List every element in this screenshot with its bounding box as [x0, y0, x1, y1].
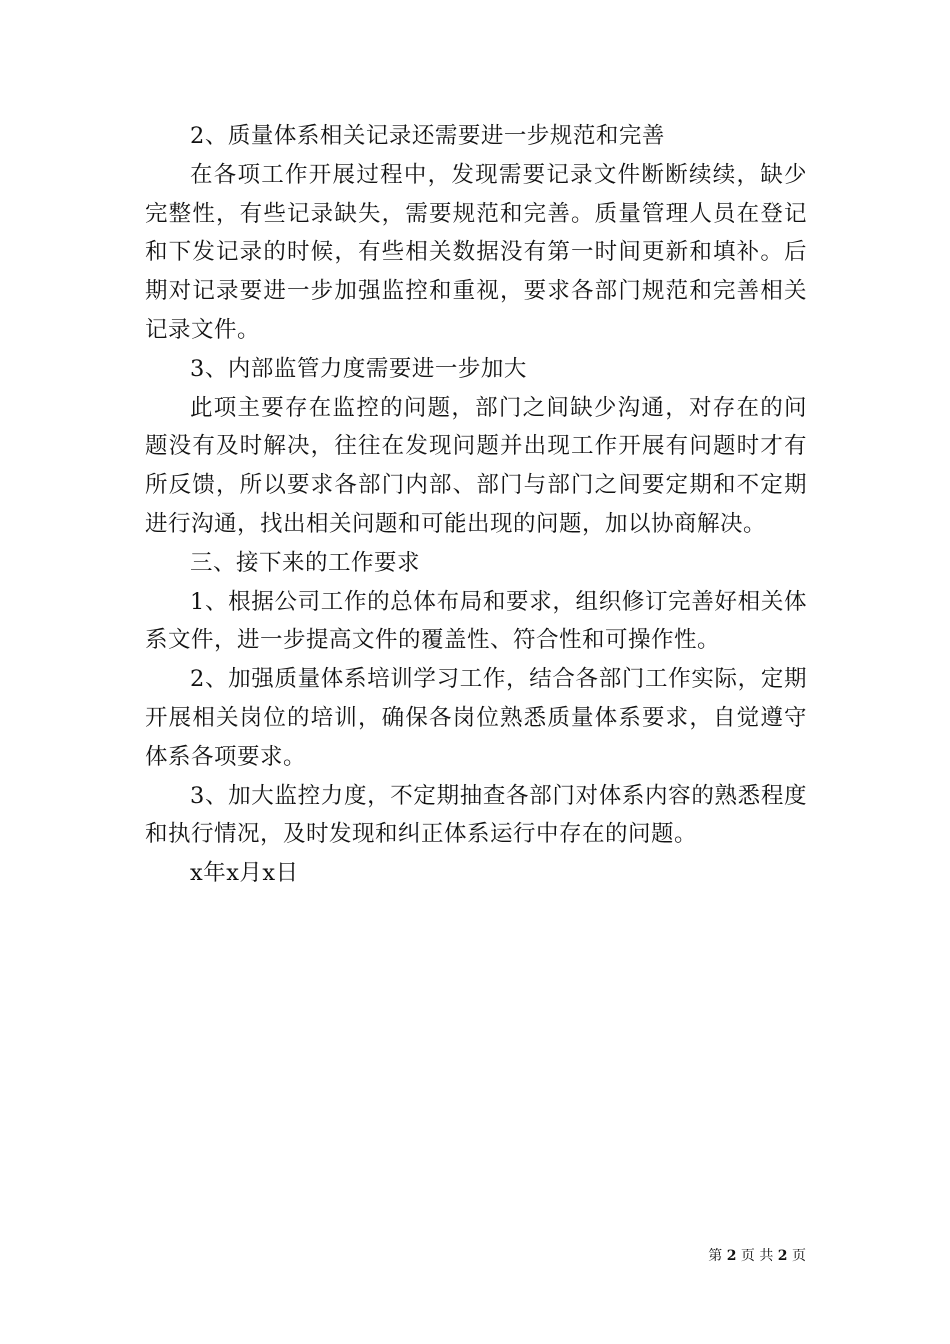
footer-suffix: 页	[792, 1248, 806, 1264]
heading-supervision: 3、内部监管力度需要进一步加大	[190, 355, 527, 382]
footer-middle: 页 共	[740, 1248, 774, 1264]
requirement-item-2: 2、加强质量体系培训学习工作，结合各部门工作实际，定期开展相关岗位的培训，确保各岗位熟悉质量体系要求，自觉遵守体系各项要求。	[145, 666, 807, 770]
date-line: x年x月x日	[190, 860, 299, 887]
page-footer	[708, 1247, 806, 1265]
footer-prefix: 第	[708, 1248, 723, 1264]
paragraph-records: 在各项工作开展过程中，发现需要记录文件断断续续，缺少完整性，有些记录缺失，需要规范和完善。质量管理人员在登记和下发记录的时候，有些相关数据没有第一时间更新和填补。后期对记录要进一步加强监控和重视，要求各部门规范和完善相关记录文件。	[145, 161, 807, 343]
requirement-item-3: 3、加大监控力度，不定期抽查各部门对体系内容的熟悉程度和执行情况，及时发现和纠正体系运行中存在的问题。	[145, 782, 807, 848]
paragraph-supervision: 此项主要存在监控的问题，部门之间缺少沟通，对存在的问题没有及时解决，往往在发现问题并出现工作开展有问题时才有所反馈，所以要求各部门内部、部门与部门之间要定期和不定期进行沟通，找出相关问题和可能出现的问题，加以协商解决。	[145, 394, 807, 537]
heading-records: 2、质量体系相关记录还需要进一步规范和完善	[190, 123, 665, 149]
section-heading-next-work: 三、接下来的工作要求	[190, 549, 421, 576]
requirement-item-1: 1、根据公司工作的总体布局和要求，组织修订完善好相关体系文件，进一步提高文件的覆盖性、符合性和可操作性。	[145, 588, 807, 654]
footer-total-pages: 2	[777, 1248, 788, 1264]
footer-current-page: 2	[726, 1248, 737, 1264]
document-body	[145, 117, 807, 893]
